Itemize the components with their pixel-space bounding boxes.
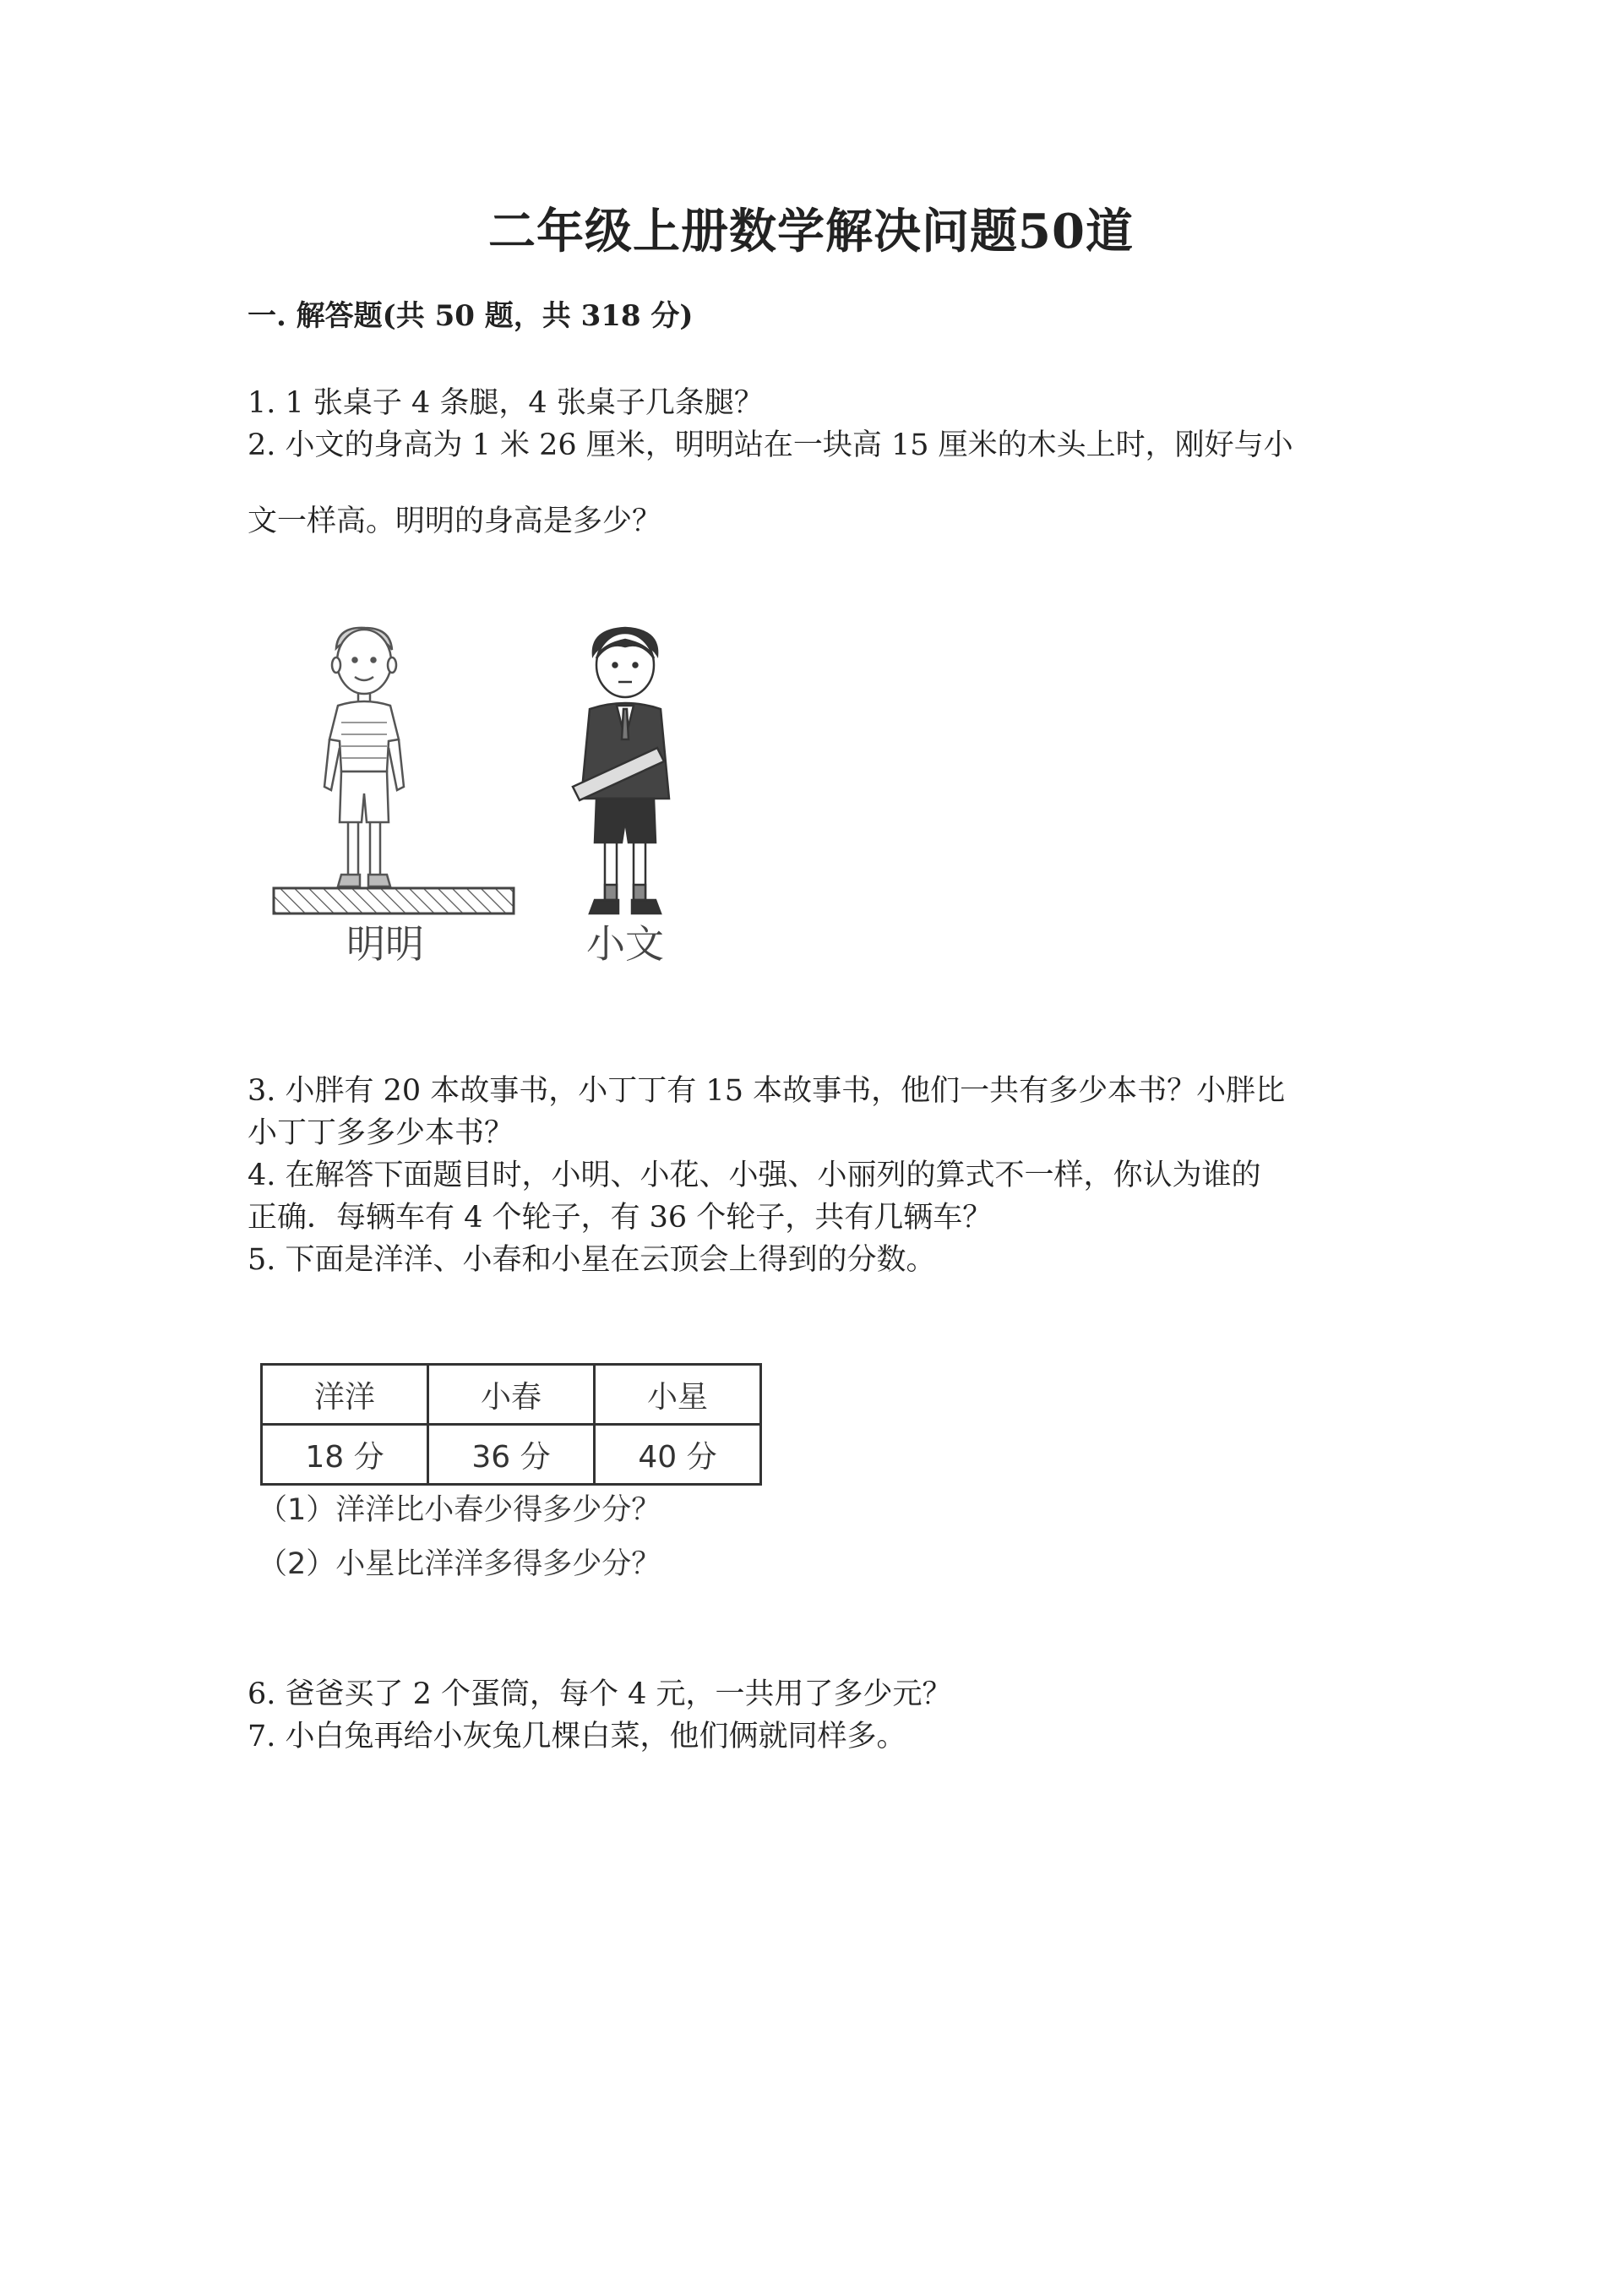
page-title: 二年级上册数学解决问题50道 xyxy=(488,204,1134,259)
question-4-line-2: 正确．每辆车有 4 个轮子，有 36 个轮子，共有几辆车？ xyxy=(248,1201,993,1235)
label-xiaowen: 小文 xyxy=(586,921,664,967)
table-header-cell: 小星 xyxy=(595,1365,761,1425)
label-mingming: 明明 xyxy=(346,921,424,967)
table-header-cell: 小春 xyxy=(428,1365,595,1425)
xiaowen-figure xyxy=(573,628,669,913)
table-cell: 36 分 xyxy=(428,1425,595,1485)
question-3-line-2: 小丁丁多多少本书？ xyxy=(248,1116,514,1150)
table-cell: 18 分 xyxy=(262,1425,428,1485)
table-header-cell: 洋洋 xyxy=(262,1365,428,1425)
question-7: 7. 小白兔再给小灰兔几棵白菜，他们俩就同样多。 xyxy=(248,1720,906,1753)
sub-question-2: （2）小星比洋洋多得多少分？ xyxy=(258,1547,661,1581)
question-2-line-2: 文一样高。明明的身高是多少？ xyxy=(248,504,662,538)
wooden-block xyxy=(274,888,514,913)
question-5: 5. 下面是洋洋、小春和小星在云顶会上得到的分数。 xyxy=(248,1243,936,1277)
question-3-line-1: 3. 小胖有 20 本故事书，小丁丁有 15 本故事书，他们一共有多少本书？小胖比 xyxy=(248,1074,1286,1108)
table-cell: 40 分 xyxy=(595,1425,761,1485)
question-1: 1. 1 张桌子 4 条腿，4 张桌子几条腿？ xyxy=(248,386,764,420)
section-heading: 一. 解答题(共 50 题，共 318 分) xyxy=(248,299,694,333)
question-6: 6. 爸爸买了 2 个蛋筒，每个 4 元，一共用了多少元？ xyxy=(248,1677,952,1711)
question-4-line-1: 4. 在解答下面题目时，小明、小花、小强、小丽列的算式不一样，你认为谁的 xyxy=(248,1159,1261,1192)
score-table xyxy=(260,1363,762,1486)
table-row xyxy=(262,1425,761,1485)
question-2-line-1: 2. 小文的身高为 1 米 26 厘米，明明站在一块高 15 厘米的木头上时，刚好与小 xyxy=(248,428,1293,462)
xiaowen-illustration xyxy=(558,621,693,976)
height-comparison-illustration xyxy=(270,621,524,976)
mingming-figure xyxy=(324,628,404,886)
table-row xyxy=(262,1365,761,1425)
sub-question-1: （1）洋洋比小春少得多少分？ xyxy=(258,1493,661,1527)
